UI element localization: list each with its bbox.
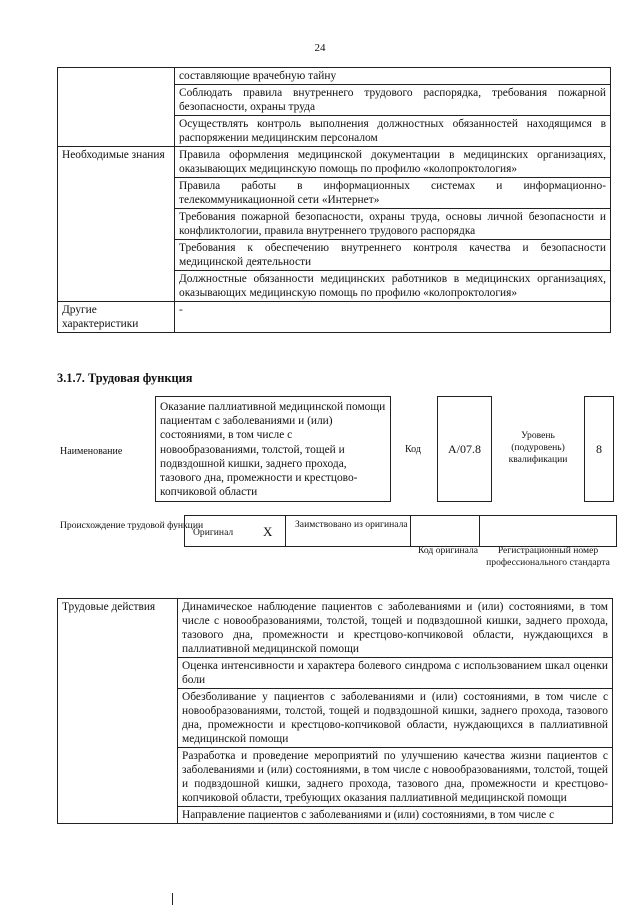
labor-actions-table xyxy=(57,598,613,824)
function-name-box: Оказание паллиативной медицинской помощи пациентам с заболеваниями и (или) состояниями, в том числе с новообразованиями, толстой, тощей и подвздошной кишки, заднего прохода, тазового дна, промежности и крестцово-копчиковой области xyxy=(155,396,391,502)
table-cell: Направление пациентов с заболеваниями и (или) состояниями, в том числе с xyxy=(178,807,613,824)
registration-number-cell xyxy=(479,515,617,547)
original-label: Оригинал xyxy=(193,527,234,538)
borrowed-label: Заимствовано из оригинала xyxy=(295,519,408,530)
code-value-box: A/07.8 xyxy=(437,396,492,502)
table-cell: Динамическое наблюдение пациентов с заболеваниями и (или) состояниями, в том числе с новообразованиями, толстой, тощей и подвздошной кишки, заднего прохода, тазового дна, промежности и крестцово-копчиковой области, нуждающихся в паллиативной медицинской помощи xyxy=(178,599,613,658)
competency-table xyxy=(57,67,611,333)
table-row xyxy=(58,147,611,178)
table-cell: Требования к обеспечению внутреннего контроля качества и безопасности медицинской деятельности xyxy=(175,240,611,271)
row-label-required-knowledge: Необходимые знания xyxy=(58,147,175,302)
table-cell: Соблюдать правила внутреннего трудового распорядка, требования пожарной безопасности, охраны труда xyxy=(175,85,611,116)
table-cell: Осуществлять контроль выполнения должностных обязанностей находящимся в распоряжении медицинским персоналом xyxy=(175,116,611,147)
original-cell xyxy=(184,515,286,547)
original-mark: X xyxy=(263,524,273,539)
name-label: Наименование xyxy=(60,446,123,457)
original-code-caption: Код оригинала xyxy=(417,545,479,556)
code-label: Код xyxy=(405,444,421,455)
table-cell: Должностные обязанности медицинских работников в медицинских организациях, оказывающих медицинскую помощь по профилю «колопроктология» xyxy=(175,271,611,302)
table-row xyxy=(58,599,613,658)
table-cell: Обезболивание у пациентов с заболеваниями и (или) состояниями, в том числе с новообразованиями, толстой, тощей и подвздошной кишки, заднего прохода, тазового дна, промежности и крестцово-копчиковой области, нуждающихся в паллиативной медицинской помощи xyxy=(178,689,613,748)
row-label-empty xyxy=(58,68,175,147)
table-cell: Правила оформления медицинской документации в медицинских организациях, оказывающих медицинскую помощь по профилю «колопроктология» xyxy=(175,147,611,178)
table-cell: Требования пожарной безопасности, охраны труда, основы личной безопасности и конфликтологии, правила внутреннего трудового распорядка xyxy=(175,209,611,240)
table-cell: Разработка и проведение мероприятий по улучшению качества жизни пациентов с заболеваниями и (или) состояниями, в том числе с новообразованиями, толстой, тощей и подвздошной кишки, заднего прохода, тазового дна, промежности и крестцово-копчиковой области, требующих оказания паллиативной медицинской помощи xyxy=(178,748,613,807)
table-cell: составляющие врачебную тайну xyxy=(175,68,611,85)
qualification-level-box: 8 xyxy=(584,396,614,502)
table-row xyxy=(58,302,611,333)
borrowed-cell xyxy=(285,515,411,547)
table-cell: - xyxy=(175,302,611,333)
column-divider xyxy=(172,893,173,905)
row-label-labor-actions: Трудовые действия xyxy=(58,599,178,824)
origin-label: Происхождение трудовой функции xyxy=(60,520,204,531)
row-label-other-characteristics: Другие характеристики xyxy=(58,302,175,333)
table-row xyxy=(58,68,611,85)
qualification-level-label: Уровень (подуровень) квалификации xyxy=(508,430,568,465)
page-number: 24 xyxy=(314,42,326,54)
table-cell: Правила работы в информационных системах и информационно-телекоммуникационной сети «Интернет» xyxy=(175,178,611,209)
table-cell: Оценка интенсивности и характера болевого синдрома с использованием шкал оценки боли xyxy=(178,658,613,689)
original-code-cell xyxy=(410,515,480,547)
registration-number-caption: Регистрационный номер профессионального стандарта xyxy=(486,545,610,568)
section-title: 3.1.7. Трудовая функция xyxy=(57,371,193,385)
